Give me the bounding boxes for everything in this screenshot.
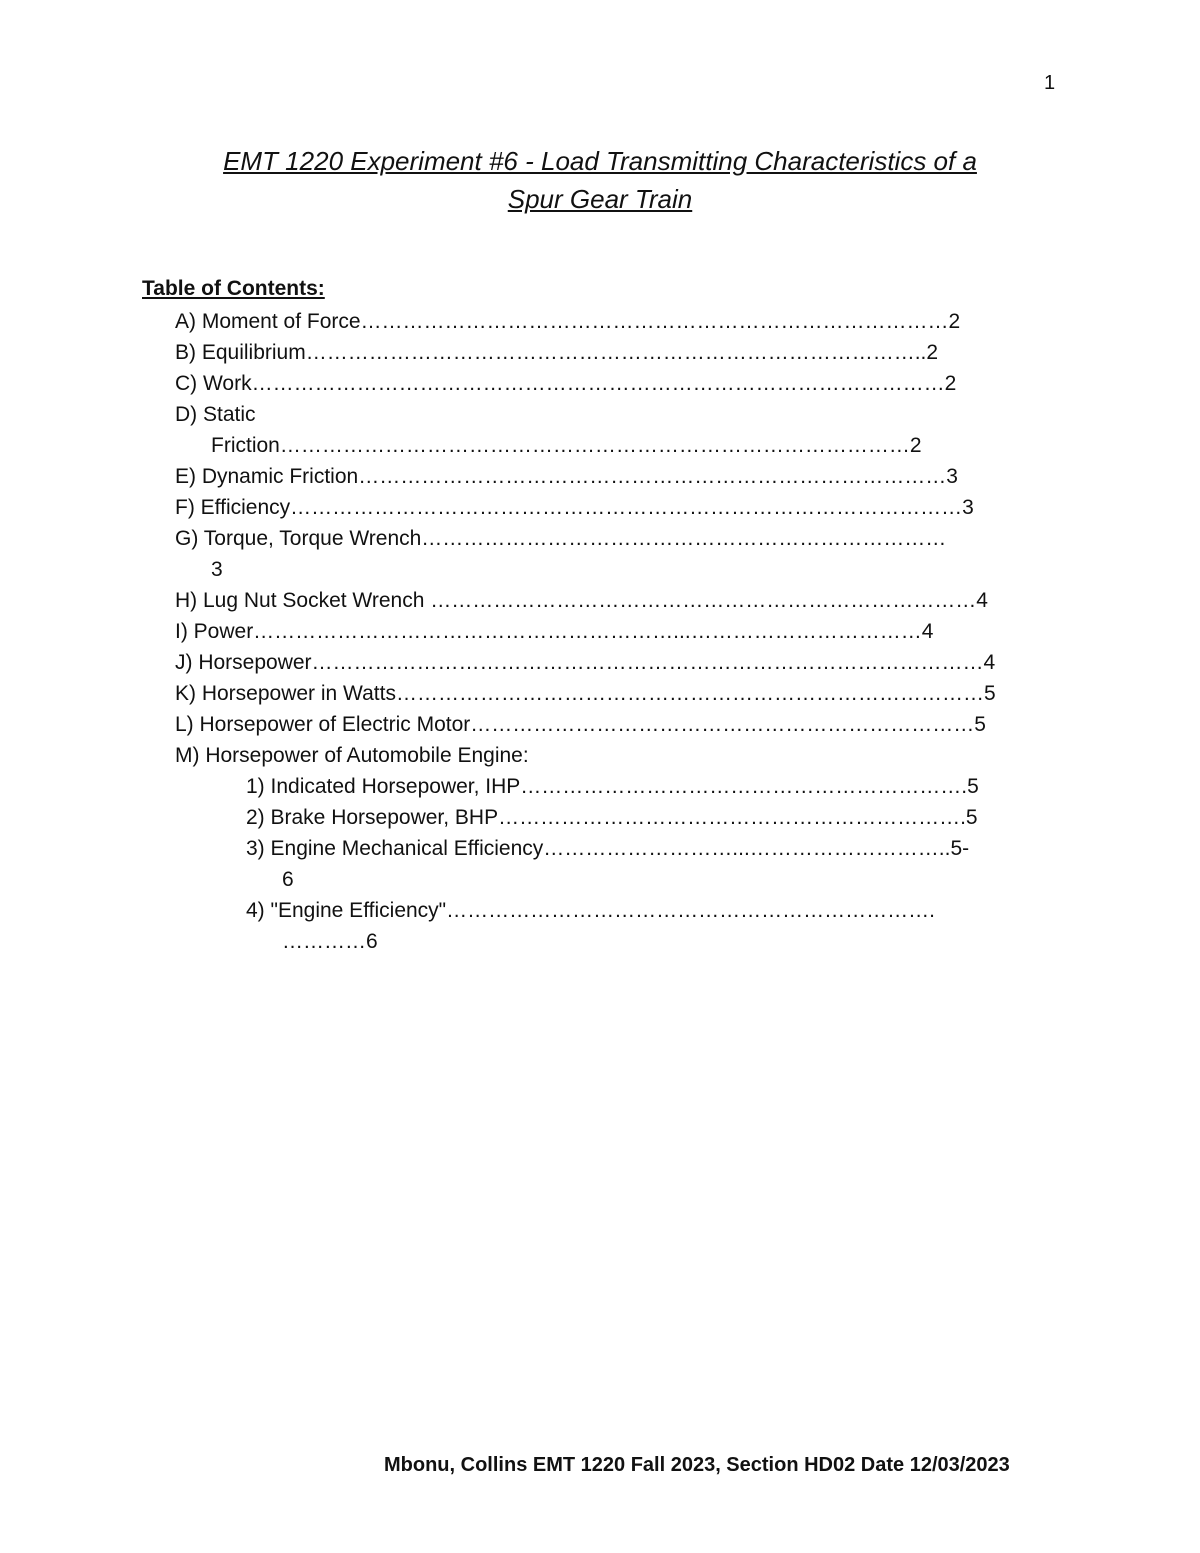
toc-subentry-bhp: 2) Brake Horsepower, BHP………………………………………………………….5	[246, 806, 978, 829]
toc-entry-static-friction-cont: Friction………………………………………………………………………………2	[211, 434, 922, 457]
toc-entry-work: C) Work………………………………………………………………………………………2	[175, 372, 957, 395]
page-footer: Mbonu, Collins EMT 1220 Fall 2023, Section HD02 Date 12/03/2023	[384, 1454, 1010, 1476]
toc-entry-lug-nut: H) Lug Nut Socket Wrench ……………………………………………………………………4	[175, 589, 988, 612]
toc-entry-moment-of-force: A) Moment of Force…………………………………………………………………………2	[175, 310, 961, 333]
toc-subentry-engine-efficiency: 4) "Engine Efficiency"…………………………………………………………….	[246, 899, 935, 922]
toc-subentry-ihp: 1) Indicated Horsepower, IHP……………………………………………………….5	[246, 775, 979, 798]
toc-subentry-mechanical-efficiency: 3) Engine Mechanical Efficiency………………………...………………………..5-	[246, 837, 970, 860]
toc-entry-dynamic-friction: E) Dynamic Friction…………………………………………………………………………3	[175, 465, 958, 488]
toc-entry-equilibrium: B) Equilibrium……………………………………………………………………………..2	[175, 341, 939, 364]
toc-entry-horsepower-watts: K) Horsepower in Watts…………………………………………………………………………5	[175, 682, 996, 705]
toc-entry-torque-page: 3	[211, 558, 223, 581]
toc-entry-horsepower: J) Horsepower……………………………………………………………………………………4	[175, 651, 996, 674]
document-title	[150, 142, 1050, 218]
title-line-1: EMT 1220 Experiment #6 - Load Transmitting Characteristics of a	[223, 146, 977, 176]
toc-entry-static-friction: D) Static	[175, 403, 256, 426]
toc-subentry-engine-efficiency-page: …………6	[282, 930, 378, 953]
toc-entry-torque: G) Torque, Torque Wrench…………………………………………………………………	[175, 527, 947, 550]
toc-subentry-mechanical-efficiency-page: 6	[282, 868, 294, 891]
toc-heading: Table of Contents:	[142, 277, 325, 300]
title-line-2: Spur Gear Train	[507, 184, 693, 214]
toc-entry-efficiency: F) Efficiency……………………………………………………………………………………3	[175, 496, 974, 519]
toc-entry-electric-motor: L) Horsepower of Electric Motor………………………………………………………………5	[175, 713, 986, 736]
page-number: 1	[1044, 72, 1056, 94]
toc-entry-automobile-engine: M) Horsepower of Automobile Engine:	[175, 744, 529, 767]
toc-entry-power: I) Power……………………………………………………...……………………………4	[175, 620, 934, 643]
